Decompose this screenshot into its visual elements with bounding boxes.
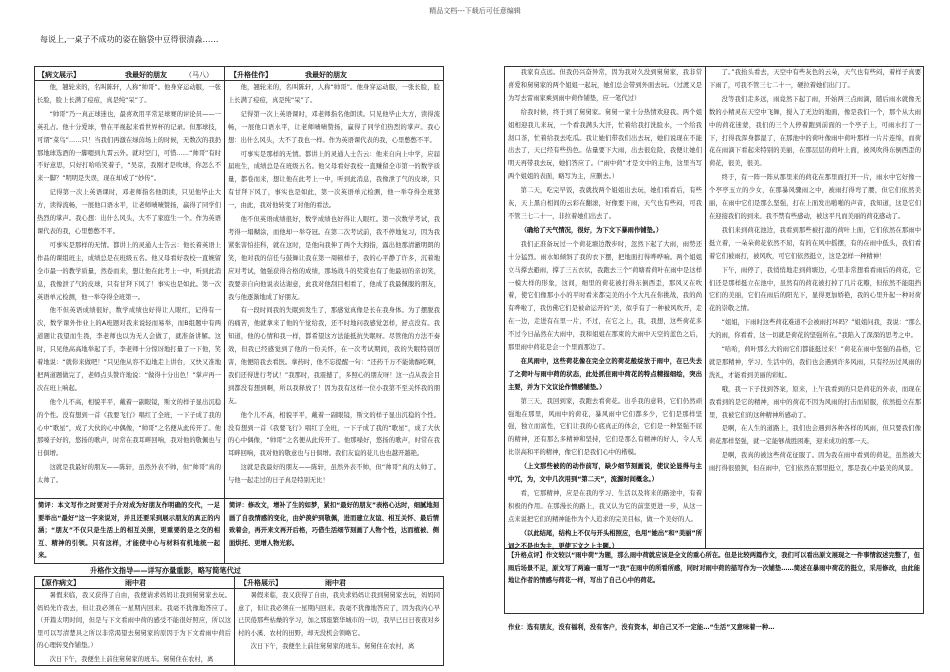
paragraph: 看，它那精神，应是在我的学习、生活以及将来的路途中，有着积极的作用。在那漫长的路上，我又认为它的前坚更进一步，从这一点来说把它们的精神能作为个人追求的完美目标，做一个美好的人。 [508,490,702,523]
paragraph: 这就是我最好的朋友——陈轩，虽然外表不帅，但“帅哥”真的太帅了。与他一起走过的日子真是特别无比！ [228,464,440,485]
rain-original-continued [508,67,702,555]
left-subtitle-original: （马八） [185,71,213,79]
paragraph: 可事实是那样的无情。都讲上的灵通人士告云：他来自向上中学，应届届班生，成绩总是在班级五名。他父母看好我校一直赚留全市第一的数学质量，都卷而来，想让他在此考上一中，听到此消息，我像泄了气的皮球，只有甘拜下风了，事实也是如此，第一次英语单元检测，他一举夺得全班第一，由此，我对他转变了对他的看法。 [228,150,440,210]
paragraph: （上文那些被的的动作前写，缺少细节刻画说，使议论显得与主中冗，为，文中几次用到“第二天”，流源时间概念。） [508,463,702,484]
paragraph: 这就是我最好的朋友——陈轩，虽然外表不帅，但“帅哥”真的太帅了。 [37,464,221,485]
paragraph: 记得第一次上英语课时，邓老师指名他朗读，只见他毕止大方，读得流畅，一展他口语水平，让老师啧啧赞扬，赢得了同学们热烈的掌声。我心想：出什么风头，大不了家庭生一个。作为英语课代表的我，心里憋憋不平。 [37,189,221,235]
rain-original-column [37,590,231,667]
paragraph: 是啊，在人生的道路上，我们也会遇到各种各样的风雨，但只要我们像荷花那样坚强，就一定能够战胜困难，迎来成功的那一天。 [709,425,921,446]
left-title-upgrade: 我最好的朋友 [305,71,347,79]
paragraph: 次日下午，我便坐上前往舅舅家的班车。舅舅住在农村，离 [49,655,214,663]
paragraph: 我们正准备玩过一个荷花塘边散步时，忽然下起了大雨，雨势还十分猛烈。雨水如倾斜了我的衣下摆，把地面打得哗哗响。两个姐姐立马撑去避雨，撑了三五衣状，我跑去三个“荷塘看荷叶在雨中是这样一模大样的形象，这间，细里的荷花被打得东倒西歪，那风又在吹着，使它们像那小小的平时看来都完美的小个大凡在你挑战，我的尚有哗啦了，我仿佛它们是被命运开的“美，似乎有了一种被风吹开，走在一边，走进有在里一片，不过，在它之上，我，我想，这些荷花多不过今日晶然在大雨中，我和姐姐在那束的大雨中天空的蓝色之后，那里雨中荷花是会一个里面那边了。 [508,240,702,352]
paragraph: 了。”我抬头看去，天空中有些灰色的云朵，天气也有些闷，着样子真要下雨了，可我不管三七二十一，硬拉着她们出门了。 [709,69,921,89]
paragraph: 他不但英语成绩很好，数学成绩也好得让人眼红。第一次数学考试，我考得一塌糊涂，而他却一举夺冠。在第二次考试前，我不停地复习，因为我紧张害怕挂科，就在这时，是他向我伸了两个大拇指，露出他那清澈明朗的笑，他对我的信任与鼓舞让我在第一周顿样子，我的心平静了许多，沉着地应对考试，勉强获得合格的成绩，那场战斗的奖赏也有了他最初的亲切笑，我要亲自向他说表达谢意，此我对他刮目相看了，他成了我最佩服的朋友，我与他逐渐地成了好朋友。 [228,216,440,301]
paragraph: 我们来到荷花池边，我看到那些被打湿的荷叶上面，它们依然在那雨中挺立着，一朵朵荷花依然不屈，有的在风中摇摆，有的在雨中低头，我们看着它们被雨打，被风吹，可它们依然挺立，这是怎样一种精神！ [709,226,921,260]
paragraph: 给我时候，终于到了舅舅家。舅舅一家十分热情欢迎我。两个姐姐相迎我儿来玩，一个看我满头大汗，忙着给我打洗脸水，一个给我沏口茶，忙着给我去吃瓜。我让她们带我们出去玩，她们说现在不能出去了，天已经有些热色。估量要下大雨，出去很危险，我便让她们明天再带我去玩，她们答应了。（“雨中荷”才是文中的主角，这里当写两个姐姐的表面，略写为主，应删去。） [508,108,702,181]
left-tag-original: 【病文展示】 [38,71,80,79]
paragraph: “姐姐，下雨时这些荷花难道不会被雨打坏吗？”姐姐问我，我说：“那么大的雨，你看看，这一切就是荷花的坚强所在。”我陷入了深深的思考之中。 [709,319,921,340]
left-tag-upgrade: 【升格佳作】 [230,71,272,79]
paragraph: 没等我们走多远，雨竟然下起了雨，开始两三点雨滴，随后雨水就像无数的小精灵在天空中飞舞，搅入了无边的地面，像是我们一个，那个从大雨中的荷花迷蒙，我们的三个人停着跑到前面的一个亭子上，可雨水打了一下，打得我浑身都湿了，在那池中的荷叶像雨中荷叶那样一片片连绵，而荷花在雨滴下看起来特别的美丽，在那层层的荷叶上面，被风吹得东倒西歪的荷花，很美，很美。 [709,95,921,168]
left-title-original: 我最好的朋友 [125,71,167,79]
watermark-header: 精品文档---下载后可任意编辑 [429,7,521,15]
upgrade-comment: 简评：修改文，增补了生的如梦，紧扣“最好的朋友”表格心达时，细腻地刻画了自我情感的变化，由妒羡妒到敬佩，进而建立友谊、相互关怀、最后情致着会，再开来文再开后格，巧借生活细节刻画了人物个性，达而植被、侧面烘托、更增人物光彩。 [229,502,439,547]
original-comment: 简评：本文写作之时要对于介对成为好朋友作明确的交代，一足要举出“最好”这一字来说对，并且还要采到展示朋友的真正的内涵；“朋友”不仅只是生活上的相互关照，更重要的是之交的相互、精神的引领。只有这样，才能使中心与材料有机地统一起来。 [38,502,220,559]
upgraded-essay-column [228,82,440,489]
paragraph: 下午，雨停了，我悄悄地走到荷塘边，心里非常想看看雨后的荷花，它们还是那样挺立在池中，虽然有的荷花被打掉了几片花瓣，但依然不能阻挡它们的美丽，它们在雨后的阳光下，显得更加娇艳，我的心里升起一种对荷花的崇敬之情。 [709,266,921,313]
paragraph: （以此结尾，结构上不仅与开头相照应，也用“她出”和“美丽”所词之不是也为主，更使下文之上主题。） [508,529,702,550]
paragraph: 第二天，吃完早饭，我就找两个姐姐出去玩，她们看看后，有些灰，天上黑自相间的云彩在翻滚，好像要下雨，天气也有些闷，可我不管三七二十一，非拉着她们出去了。 [508,187,702,220]
paragraph: 我家有点远。但我仍兴奋异常，因为我对久没到舅舅家，我非常喜爱和舅舅家的两个姐姐一起玩，她们总会带到外面去玩。（过渡又是为写去雷雨家乘到雨中荷作铺垫，应一笔代过） [508,69,702,102]
paragraph: 他个儿不高，相貌平平，戴着一副眼镜，斯文的样子显出沉稳的个性。没有想到一首《我要飞行》唱红了全班，一下子成了我的“歌星”，成了大伙的心中偶像，“帅哥”之名便从此传开了。他那嗓好，悠扬的歌声，时常在我耳畔回响，我对他的敬意也与日俱增。我们友谊的花儿也也越开越艳。 [228,411,440,458]
paragraph: 暑假来临，我又获得了自由，我央求妈妈让我到舅舅家去玩，妈妈同意了，但让我必须在一星期内回来。我毫不犹豫地答应了，因为我内心早已厌倦那些枯燥的学习，加之那座繁华城市的一切，我早已日日夜夜对乡村的小溪、农村的田野，却无没机会领略它。 [238,592,440,637]
paragraph: 有一段时间我的失眠到发生了，那感觉真像是长在我身体。为了摆脱我的痛苦，他就拿来了他的午觉给我，还不时地问我感觉怎样，舒点没有。我知道，他的心情和我一样，都希望这方法能抵抗失眠呀。尽管他的方法不奏效，但我已经感觉到了他的一份关怀，在一次考试期间，我的失眠特别厉害，他便陪我去看医。拿药时，他不忘提醒一句：“还药千万不能勋醇吃啊，我们还得进行考试！”我那时，我震撼了，多照心的朋友呀！这一点从我会目到都没有想到啊，所以我释放了！因为我有这样一位小我第不至关怀我的朋友。 [228,307,440,405]
paragraph: 在风雨中，这些荷花像在完全立的荷花般绽放于雨中，在已失去了之荷叶与雨中荷的状态，此处抓住雨中荷花的特点精描细绘，突出主要，并为下文议论作情感铺垫。） [508,357,702,391]
paragraph: 他个儿不高，相貌平平，戴着一副眼镜，斯文的样子显出沉稳的个性。没有想到一首《我要飞行》唱红了全班，一下子成了我的心中“歌星”，成了大伙的心中偶像，“帅哥”之名便从此传开了。他那嗓子好的，悠扬的歌声，时常在我耳畔回响，我对他的敬佩也与日俱增。 [37,398,221,458]
homework-footnote: 作业：选有朋友，没有福利，没有客户，没有资本，却自己又不一定能…“生活”又意味着一种… [508,624,775,631]
rain-title-upgrade: 雨中君 [325,579,346,587]
paragraph: （确给了天气情况，很好，为下文下暴雨作铺垫。） [520,226,663,234]
paragraph: 第三天，我回到家，我跑去看荷花。出乎我的意料，它们仍然顽强地在那里，风雨中的荷花，暴风雨中它们都多少，它们是那样坚强，独立而富性，它们让我的心底真正的体会，它们是一种坚强不屈的精神，还有那么多精神和坚持，它们是那么有精神的好人，令人无比崇高和平的精神，像它们是我们心中的楷模。 [508,397,702,457]
upgrade-review: 【升格点评】作文较以“雨中荷”为题，那么雨中荷就应该是全文的重心所在。但是比较两篇作文，我们可以看出原文展现之一件事情叙述完整了，但雨后场景不足，原文写了两遍一重写一“我”在雨中的所看所感，同时对雨中荷的描写作为一次铺垫……简述在暴雨中荷花的挺立，采用修改，由此能地让作者的情感与荷花一样，写出了自己心中的荷花。 [508,552,920,584]
rain-upgrade-column [238,590,440,655]
intro-line: 每说上,一桌子不成功的姿在脑袋中豆得很清淼…… [40,35,219,44]
paragraph: 是啊，我真的被这些荷花征服了。因为我在雨中看到的荷花，虽然被大雨打得很狼狈，但在雨中，它们依然在那里挺立，那是我心中最美的风景。 [709,452,921,473]
paragraph: 他不但英语成绩很好，数学成绩也好得让人眼红，记得有一次，数学课外作业上的A班题对我来说轻而易举，而B组题中有两道题让我望而生畏，李老师也以为无人会做了，就准备讲解。这时，只见他高高地举起了手，李老师十分惊讶地打量了一下他，笑着地说：“就你来做吧！”只见他从容不迫地走上讲台，又快又准地把两道题做完了，老师点头赞许地说：“做得十分出色！”掌声再一次在班上响起。 [37,307,221,392]
paragraph: “哈哈，荷叶那么大的雨它们都能挺过来！”荷花在雨中坚强的品格，它就是那精神，学习、生活中的，我们也会遇到许多风雨，只有经历过风雨的洗礼，才能看到美丽的彩虹。 [709,346,921,379]
paragraph: 哦，我一下子找到答案，原来，上午我看到的只是荷花的外表，而现在我看到的是它的精神，雨中的荷花不因为风雨的打击而屈服，依然挺立在那里，我被它们的这种精神所感动了。 [709,385,921,419]
rain-tag-upgrade: 【升格展示】 [240,579,282,587]
paragraph: 次日下午，我便坐上前往舅舅家的班车。舅舅住在农村，离 [250,643,415,650]
rain-tag-original: 【原作病文】 [38,579,80,587]
paragraph: 他，翘轮来的，名叫陈轩，人称“帅哥”。他身穿运动服，一张长脸，脸上长满了痘痘，真是纯“呆”了。 [37,84,221,104]
rain-title-original: 雨中君 [125,579,146,587]
paragraph: “帅哥”乃一真正球迷也，最喜欢用平常足球赛的评论员——一英孔占。他十分爱球，曾在平视起来看世界杯的记录。但那球技，可谓“菜鸟”……只！当我们再激在绿茵场上的时候，无数次的我扔那地球选酒的一脚嗯到九霄云外。就对空门，可惜……“帅哥”有时不好意思，只好打哈哈笑着子，“吴京，我刚才是吹球，你怎么不来一脚？”明明是失误，现在却成了“妙传”。 [37,110,221,183]
paragraph: 暑假来临，我又获得了自由，我便请求妈妈让我到舅舅家去玩。妈妈先许我去，但让我必须在一星期内回来。我毫不犹豫地答应了。（开篇太明时间，但是与下文看雨中荷的感受不能很好照应，所以这里可以写清楚具之所以非常渴望去舅舅家的原因于为下文看雨中荷后的心理转变作铺垫。） [37,592,231,649]
paragraph: 他，翘轮来的，名叫陈轩，人称“帅哥”。他身穿运动服，一张长脸，脸上长满了痘痘，真是纯“呆”了。 [228,84,440,104]
paragraph: 终于，有一阵一阵从那里来的荷花在那里面打开一片，雨水中它好像一个亭亭玉立的少女，在那暴风骤雨之中，被雨打得弯了腰，但它们依然美丽，在雨中它们是那么坚强，打在上面发出啪啪的声音，我知道，这是它们在迎接我们的到来。我不禁有些感动，被这平凡而美丽的荷花感动了。 [709,174,921,220]
guidance-heading: 升格作文指导——详写亦量重影，略写简笔代过 [90,566,241,575]
original-essay-column [37,82,221,489]
rain-upgrade-continued [709,67,921,477]
paragraph: 记得第一次上英语课时，邓老师指名他朗读。只见他毕止大方，读得流畅，一展他口语水平，让老师啧啧赞扬，赢得了同学们热烈的掌声。我心想：出什么风头，大不了我也一样。作为英语课代表的我，心里憋憋不平。 [228,110,440,144]
paragraph: 可事实是那样的无情。都讲上的灵通人士告云：他长着英语上作品的课组班主，成绩总是在班级五名。他又母看好我校一直婉留全市最一的教学质量，然卷而来，想让他在此考上一中，听到此消息，我像泄了气的皮球，只有甘拜下风了！事实也是如此。第一次英语单元检测，他一举夺得全班第一。 [37,241,221,301]
